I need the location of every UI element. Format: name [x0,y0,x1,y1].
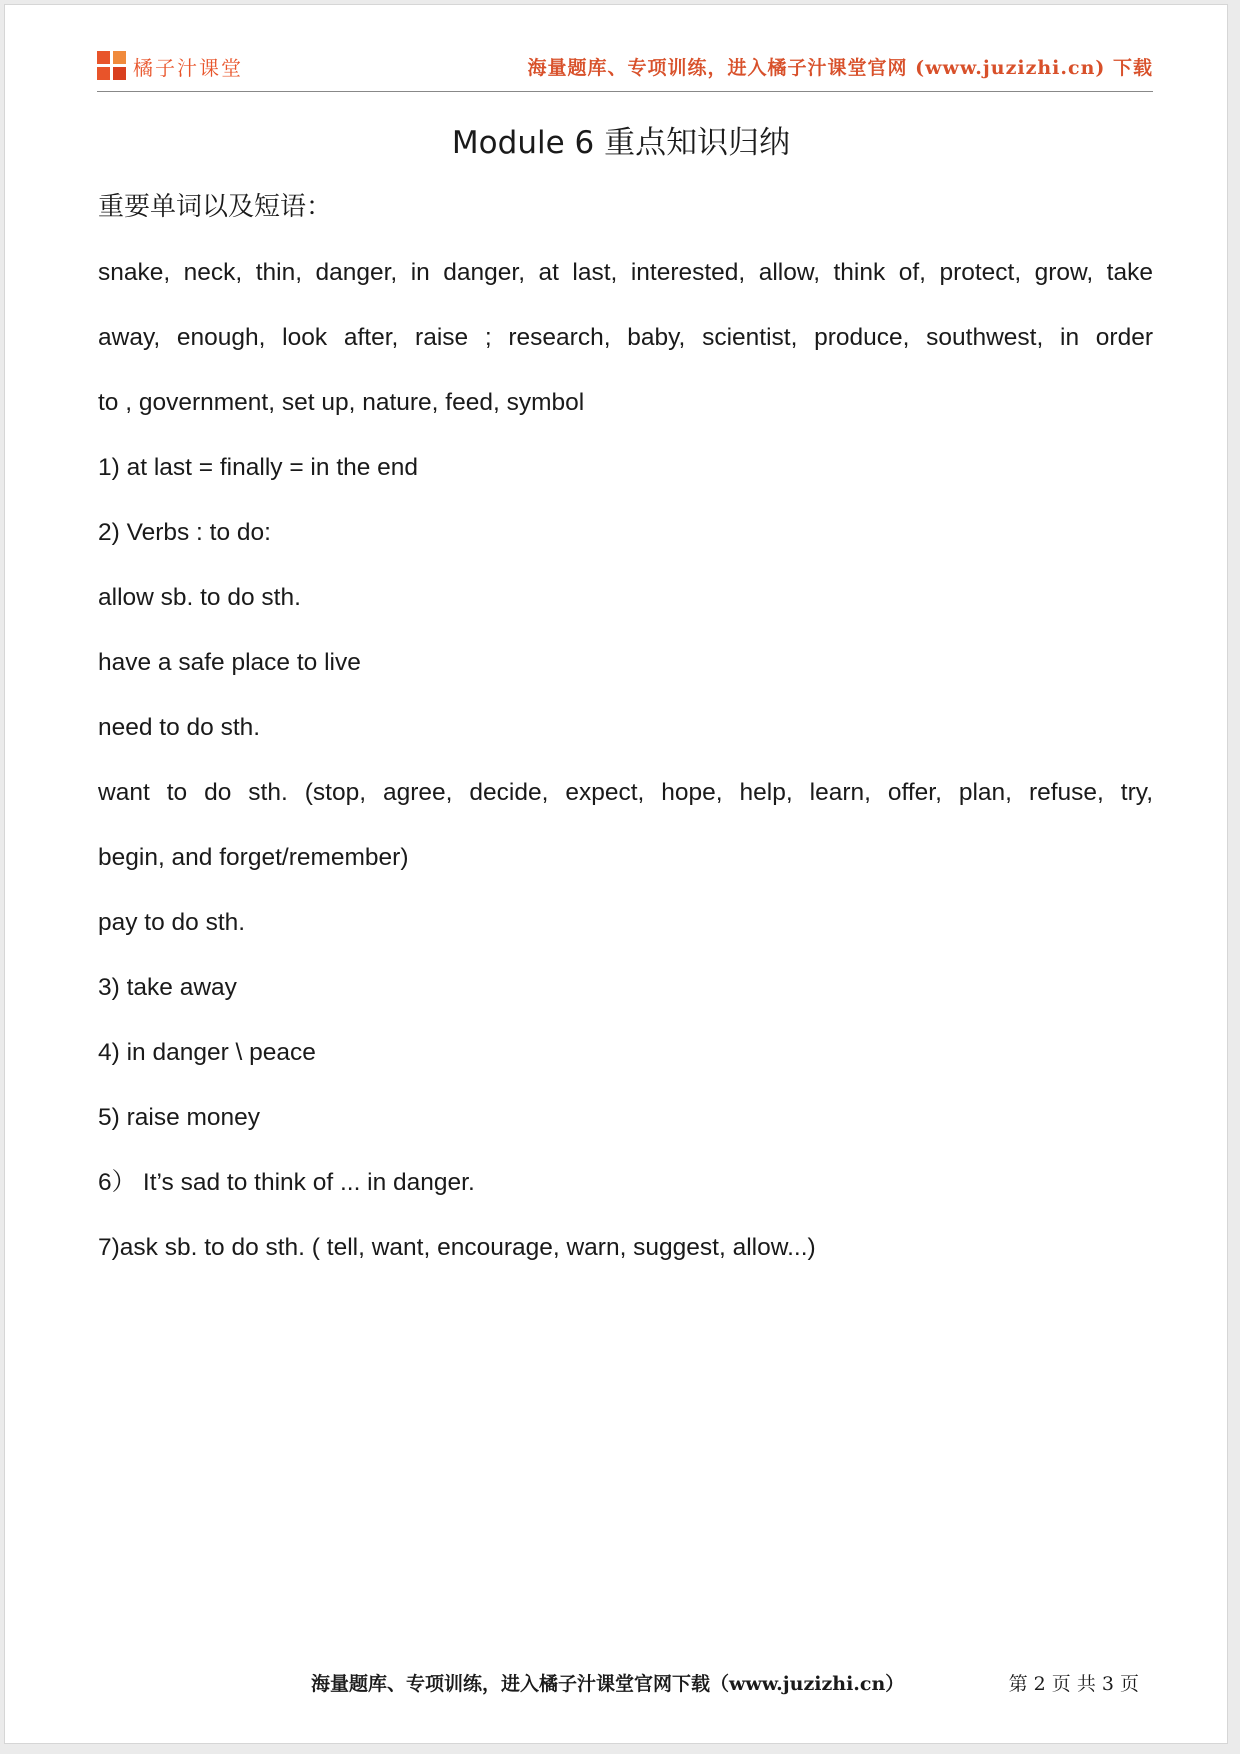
vocab-line: snake, neck, thin, danger, in danger, at last, interested, allow, think of, protect, grow, take [98,259,1153,286]
vocab-line: away, enough, look after, raise ; research, baby, scientist, produce, southwest, in order [98,324,1153,351]
note-line: 5) raise money [98,1104,261,1131]
note-line: 4) in danger \ peace [98,1039,316,1066]
page-header [97,47,1153,92]
document-body [98,175,1153,1280]
note-line: begin, and forget/remember) [98,844,409,871]
note-line: allow sb. to do sth. [98,584,301,611]
note-line: have a safe place to live [98,649,361,676]
note-line: want to do sth. (stop, agree, decide, expect, hope, help, learn, offer, plan, refuse, try, [98,779,1153,806]
note-line: 1) at last = finally = in the end [98,454,419,481]
section-heading: 重要单词以及短语： [98,192,333,222]
note-line: 7)ask sb. to do sth. ( tell, want, encourage, warn, suggest, allow...) [98,1234,816,1261]
note-line: need to do sth. [98,714,261,741]
header-slogan: 海量题库、专项训练，进入橘子汁课堂官网 (www.juzizhi.cn) 下载 [527,57,1153,79]
note-line: 6） It’s sad to think of ... in danger. [98,1169,475,1196]
document-page [4,4,1228,1744]
page-number: 第 2 页 共 3 页 [1008,1673,1139,1695]
footer-slogan: 海量题库、专项训练，进入橘子汁课堂官网下载（www.juzizhi.cn） [311,1673,905,1695]
brand-logo [97,51,243,81]
note-line: 2) Verbs : to do: [98,519,271,546]
page-title: Module 6 重点知识归纳 [451,125,791,161]
vocab-line: to , government, set up, nature, feed, symbol [98,389,585,416]
logo-text: 橘子汁课堂 [133,55,243,80]
note-line: 3) take away [98,974,237,1001]
note-line: pay to do sth. [98,909,246,936]
logo-blocks-icon [97,51,127,81]
